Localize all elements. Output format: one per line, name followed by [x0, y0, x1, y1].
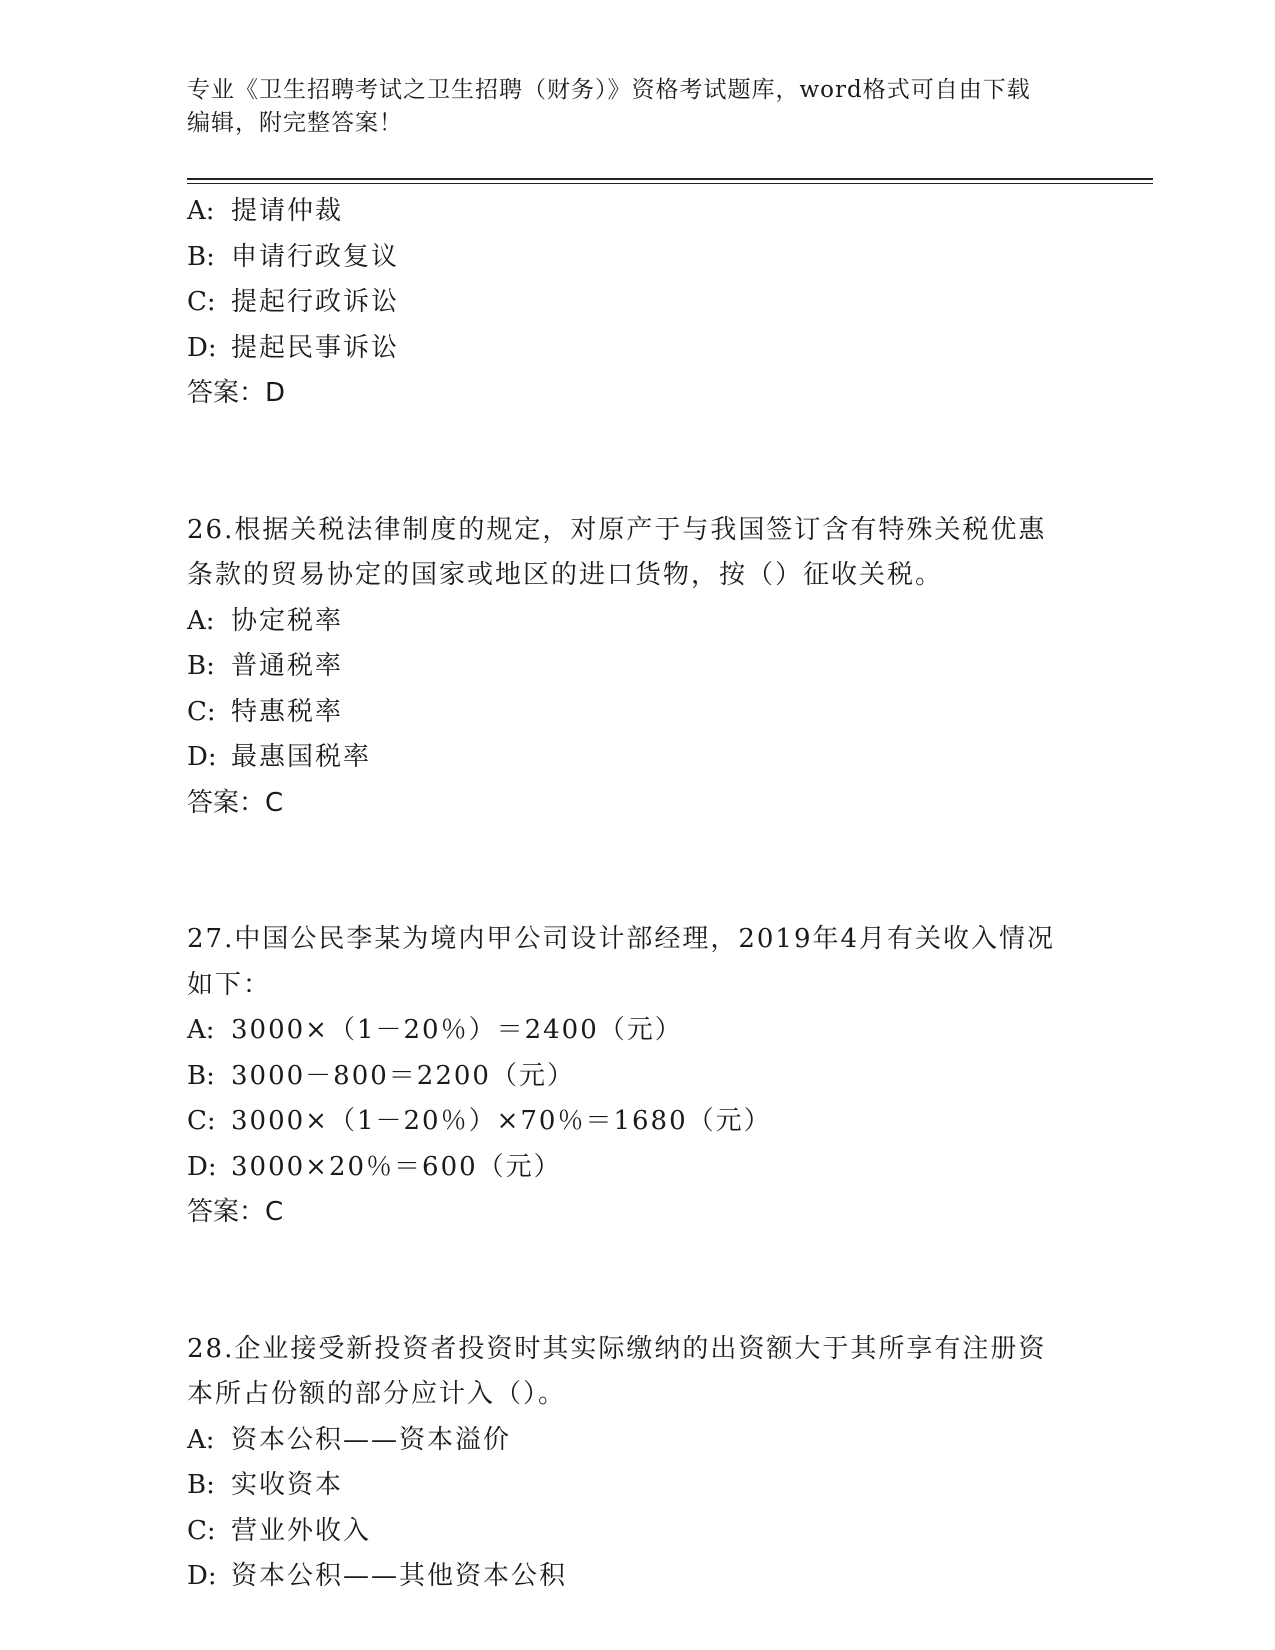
option-text: 提请仲裁 [231, 196, 344, 226]
option-letter: D: [187, 742, 217, 772]
header-rule-thin [187, 183, 1153, 184]
spacer [187, 417, 1087, 508]
option-d [187, 1145, 1087, 1191]
option-c [187, 1099, 1087, 1145]
question-text-line-2: 本所占份额的部分应计入（）。 [187, 1379, 567, 1409]
option-text: 3000－800＝2200（元） [231, 1060, 575, 1091]
header-line-2: 编辑，附完整答案！ [187, 110, 403, 136]
question-27 [187, 917, 1087, 1236]
option-letter: C: [187, 1106, 216, 1136]
option-text: 3000×20％＝600（元） [231, 1151, 562, 1182]
option-text: 实收资本 [231, 1470, 344, 1500]
option-letter: D: [187, 332, 217, 363]
option-letter: B: [187, 241, 215, 272]
question-text-line-2: 如下： [187, 969, 272, 1000]
option-a [187, 189, 1087, 235]
answer-line: 答案：C [187, 1197, 284, 1227]
option-letter: A: [187, 1015, 215, 1045]
option-letter: D: [187, 1151, 217, 1182]
option-text: 提起民事诉讼 [231, 332, 400, 363]
option-text: 资本公积——其他资本公积 [231, 1561, 568, 1591]
option-text: 营业外收入 [231, 1515, 372, 1546]
option-d [187, 326, 1087, 372]
option-c [187, 280, 1087, 326]
option-b [187, 644, 1087, 690]
option-letter: A: [187, 196, 215, 226]
option-b [187, 235, 1087, 281]
header-line-1: 专业《卫生招聘考试之卫生招聘（财务）》资格考试题库，word格式可自由下载 [187, 77, 1031, 103]
option-d [187, 1554, 1087, 1600]
header-rule-thick [187, 178, 1153, 180]
spacer [187, 1236, 1087, 1327]
option-text: 提起行政诉讼 [231, 287, 400, 317]
option-letter: D: [187, 1561, 217, 1591]
option-c [187, 690, 1087, 736]
option-text: 特惠税率 [231, 696, 344, 727]
question-25 [187, 189, 1087, 417]
option-letter: B: [187, 1060, 215, 1091]
option-letter: C: [187, 696, 216, 727]
option-a [187, 599, 1087, 645]
option-text: 申请行政复议 [231, 241, 400, 272]
option-letter: A: [187, 605, 215, 636]
option-a [187, 1418, 1087, 1464]
option-text: 资本公积——资本溢价 [231, 1424, 512, 1455]
option-letter: B: [187, 1470, 215, 1500]
option-letter: B: [187, 651, 215, 681]
question-text-line-1: 26.根据关税法律制度的规定，对原产于与我国签订含有特殊关税优惠 [187, 514, 1047, 545]
question-text-line-1: 27.中国公民李某为境内甲公司设计部经理，2019年4月有关收入情况 [187, 924, 1056, 954]
option-letter: A: [187, 1424, 215, 1455]
document-header [187, 74, 1067, 140]
option-c [187, 1509, 1087, 1555]
spacer [187, 826, 1087, 917]
question-text-line-2: 条款的贸易协定的国家或地区的进口货物，按（）征收关税。 [187, 560, 944, 590]
question-26 [187, 508, 1087, 827]
option-text: 3000×（1－20％）×70％＝1680（元） [231, 1106, 772, 1136]
option-letter: C: [187, 1515, 216, 1546]
option-b [187, 1054, 1087, 1100]
option-text: 普通税率 [231, 651, 344, 681]
answer-line: 答案：C [187, 787, 284, 818]
option-text: 协定税率 [231, 605, 344, 636]
answer-line: 答案：D [187, 378, 286, 408]
option-b [187, 1463, 1087, 1509]
option-a [187, 1008, 1087, 1054]
option-text: 最惠国税率 [231, 742, 372, 772]
question-28 [187, 1327, 1087, 1600]
option-text: 3000×（1－20％）＝2400（元） [231, 1015, 683, 1045]
question-list [187, 189, 1087, 1600]
question-text-line-1: 28.企业接受新投资者投资时其实际缴纳的出资额大于其所享有注册资 [187, 1333, 1047, 1364]
option-d [187, 735, 1087, 781]
option-letter: C: [187, 287, 216, 317]
